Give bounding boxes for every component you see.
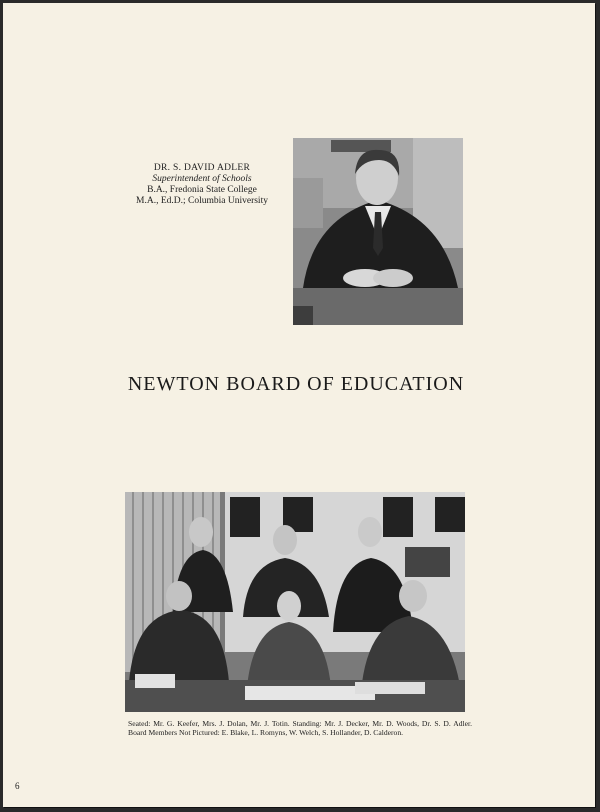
page-number: 6 [15, 781, 20, 791]
superintendent-name: DR. S. DAVID ADLER [153, 163, 251, 173]
board-group-photo [125, 492, 465, 712]
superintendent-degree-2: M.A., Ed.D.; Columbia University [136, 196, 268, 206]
superintendent-title: Superintendent of Schools [152, 174, 252, 184]
page-headline: NEWTON BOARD OF EDUCATION [127, 373, 465, 395]
yearbook-page [3, 3, 595, 807]
superintendent-degree-1: B.A., Fredonia State College [147, 185, 257, 195]
superintendent-portrait-photo [293, 138, 463, 325]
group-photo-caption: Seated: Mr. G. Keefer, Mrs. J. Dolan, Mr. J. Totin. Standing: Mr. J. Decker, Mr. D. Woods, Dr. S. D. Adler. Board Members Not Pictured: E. Blake, L. Romyns, W. Welch, S. Hollander, D. Calderon. [128, 719, 472, 737]
superintendent-caption [123, 163, 281, 207]
